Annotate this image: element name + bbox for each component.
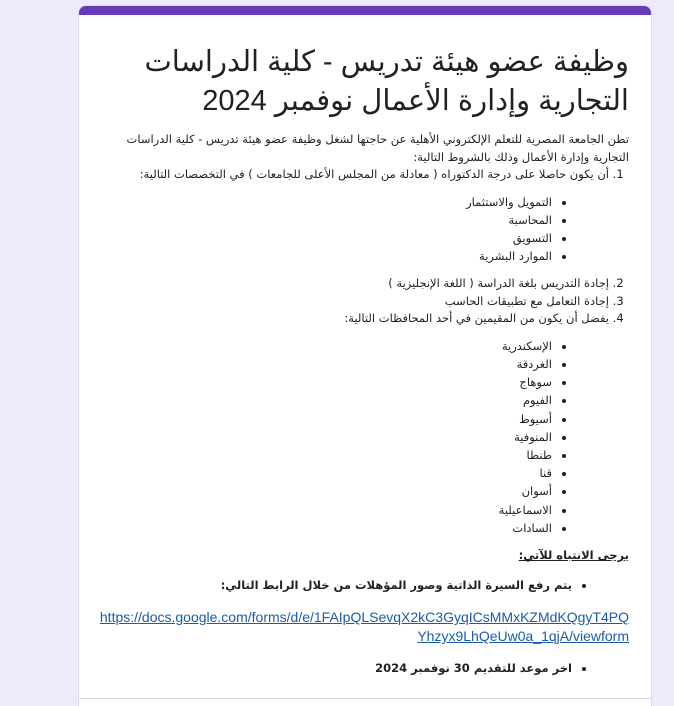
deadline-item: • اخر موعد للتقديم 30 نوفمبر 2024 [97,660,572,678]
application-form-link[interactable]: https://docs.google.com/forms/d/e/1FAIpQLSevqX2kC3GyqICsMMxKZMdKQgyT4PQYhzyx9LhQeUw0a_1qjA/viewform [99,609,629,645]
form-description-content [79,15,651,678]
condition-item [97,310,609,537]
list-item: • أسيوط [97,410,552,428]
list-item: • السادات [97,519,552,537]
list-item: • سوهاج [97,373,552,391]
card-accent-bar [79,6,651,15]
list-item: • الموارد البشرية [97,247,552,265]
condition-text: أن يكون حاصلا على درجة الدكتوراه ( معادلة من المجلس الأعلى للجامعات ) في التخصصات التالية: [139,167,609,181]
list-item: • الغردقة [97,355,552,373]
condition-item: 2. إجادة التدريس بلغة الدراسة ( اللغة الإنجليزية ) [97,275,609,293]
intro-text: تطن الجامعة المصرية للتعلم الإلكتروني الأهلية عن حاجتها لشغل وظيفة عضو هيئة تدريس - كلية الدراسات التجارية وإدارة الأعمال وذلك بالشروط التالية: [126,132,629,164]
notice-item: • يتم رفع السيرة الذاتية وصور المؤهلات من خلال الرابط التالي: [97,577,572,595]
list-item: • قنا [97,464,552,482]
condition-item [97,166,609,265]
list-item: • التمويل والاستثمار [97,193,552,211]
list-item: • طنطا [97,446,552,464]
form-title: وظيفة عضو هيئة تدريس - كلية الدراسات التجارية وإدارة الأعمال نوفمبر 2024 [144,46,629,117]
governorates-list [97,337,609,537]
list-item: • الفيوم [97,391,552,409]
condition-item: 3. إجادة التعامل مع تطبيقات الحاسب [97,293,609,311]
notice-heading: يرجى الانتباه للآتي: [518,548,629,563]
form-header-card [78,5,652,706]
notice-list [97,577,629,595]
deadline-list [97,660,629,678]
form-description [97,131,629,678]
card-divider [79,698,651,699]
list-item: • المحاسبة [97,211,552,229]
list-item: • الإسكندرية [97,337,552,355]
list-item: • التسويق [97,229,552,247]
list-item: • الاسماعيلية [97,501,552,519]
specializations-list [97,193,609,266]
list-item: • أسوان [97,482,552,500]
condition-text: يفضل أن يكون من المقيمين في أحد المحافظات التالية: [344,311,609,326]
list-item: • المنوفية [97,428,552,446]
conditions-list [97,166,629,537]
